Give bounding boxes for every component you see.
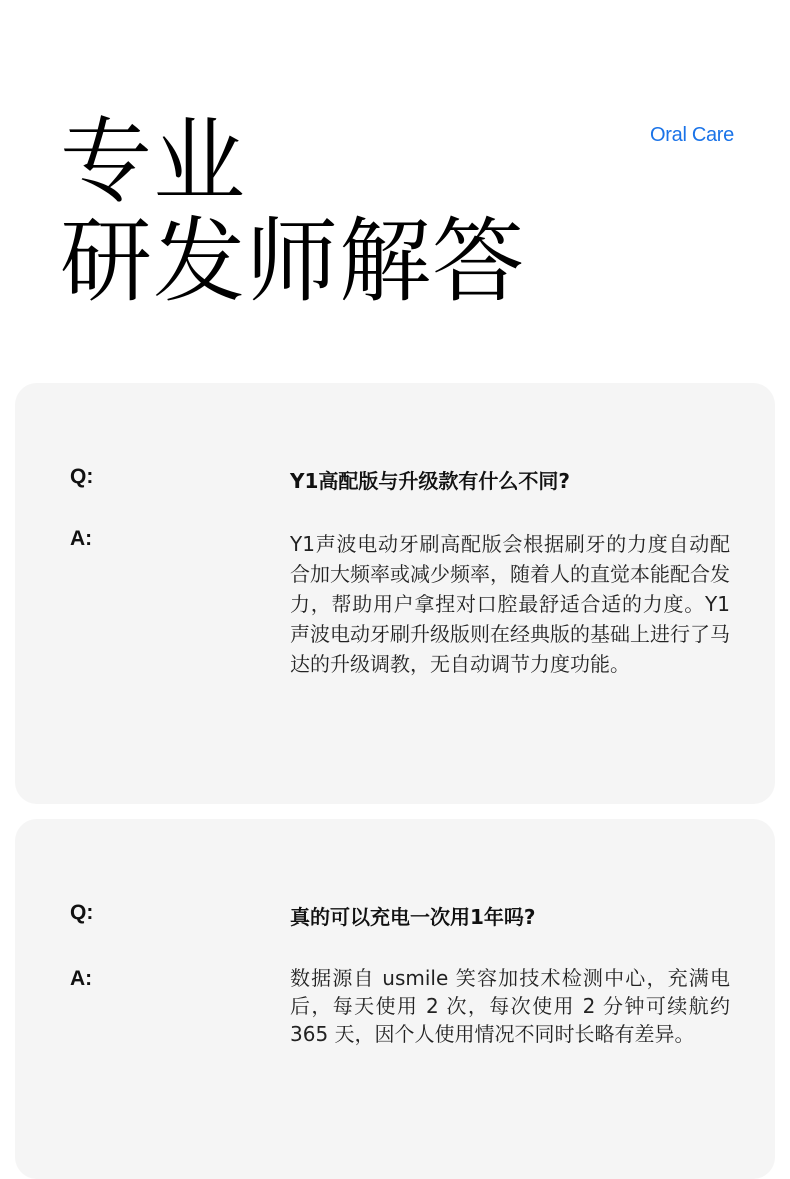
answer-text: 数据源自 usmile 笑容加技术检测中心，充满电后，每天使用 2 次，每次使用 2 分钟可续航约 365 天，因个人使用情况不同时长略有差异。 [290, 966, 730, 1046]
faq-card-1 [15, 383, 775, 804]
page-title [60, 108, 526, 315]
answer-text: Y1声波电动牙刷高配版会根据刷牙的力度自动配合加大频率或减少频率，随着人的直觉本能配合发力，帮助用户拿捏对口腔最舒适合适的力度。Y1声波电动牙刷升级版则在经典版的基础上进行了马达的升级调教，无自动调节力度功能。 [290, 532, 730, 676]
brand-tag: Oral Care [650, 124, 734, 146]
answer-label: A: [70, 967, 93, 990]
question-label: Q: [70, 901, 94, 924]
answer-label: A: [70, 527, 93, 550]
question-label: Q: [70, 465, 94, 488]
question-text: 真的可以充电一次用1年吗? [290, 905, 536, 929]
faq-card-2 [15, 819, 775, 1179]
page-title-line-2: 研发师解答 [60, 208, 526, 315]
question-text: Y1高配版与升级款有什么不同? [290, 469, 570, 493]
page-title-line-1: 专业 [60, 108, 247, 215]
